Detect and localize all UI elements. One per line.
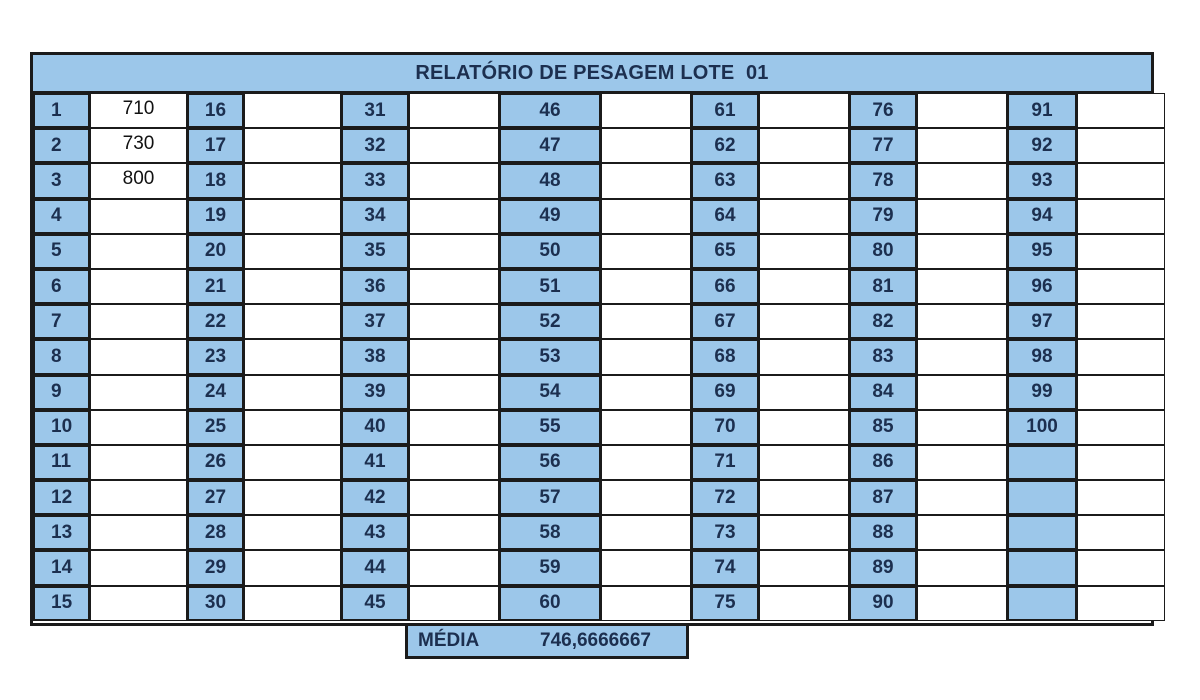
item-number-cell: 44: [341, 550, 409, 585]
item-number-cell: 36: [341, 269, 409, 304]
item-number-cell: 91: [1007, 93, 1077, 128]
weight-value-cell[interactable]: [244, 375, 341, 410]
weight-value-cell[interactable]: [409, 410, 499, 445]
weight-value-cell[interactable]: [409, 269, 499, 304]
weight-value-cell[interactable]: [1077, 339, 1165, 374]
item-number-cell: 78: [849, 163, 917, 198]
item-number-cell: 98: [1007, 339, 1077, 374]
weight-value-cell[interactable]: [917, 339, 1007, 374]
weight-value-cell[interactable]: [90, 269, 187, 304]
weight-value-cell[interactable]: [759, 550, 849, 585]
weight-value-cell[interactable]: [759, 199, 849, 234]
item-number-cell: 88: [849, 515, 917, 550]
item-number-cell: 74: [691, 550, 759, 585]
weight-value-cell[interactable]: [1077, 128, 1165, 163]
item-number-cell: 5: [33, 234, 90, 269]
item-number-cell: 96: [1007, 269, 1077, 304]
item-number-cell: 35: [341, 234, 409, 269]
weight-value-cell[interactable]: [90, 339, 187, 374]
item-number-cell: 9: [33, 375, 90, 410]
item-number-cell: 82: [849, 304, 917, 339]
weight-value-cell[interactable]: [1077, 269, 1165, 304]
item-number-cell: 18: [187, 163, 244, 198]
item-number-cell: 38: [341, 339, 409, 374]
weight-value-cell[interactable]: [244, 410, 341, 445]
weight-value-cell[interactable]: [409, 304, 499, 339]
weights-grid: [33, 93, 1151, 621]
weight-value-cell[interactable]: [601, 480, 691, 515]
item-number-cell: 1: [33, 93, 90, 128]
weight-value-cell[interactable]: [244, 304, 341, 339]
weight-value-cell[interactable]: [759, 93, 849, 128]
item-number-cell: 41: [341, 445, 409, 480]
weight-value-cell[interactable]: [409, 93, 499, 128]
item-number-cell: 72: [691, 480, 759, 515]
weight-value-cell[interactable]: [244, 339, 341, 374]
item-number-cell: 43: [341, 515, 409, 550]
item-number-cell: 15: [33, 586, 90, 621]
item-number-cell: 68: [691, 339, 759, 374]
weight-value-cell[interactable]: [1077, 375, 1165, 410]
item-number-cell: 71: [691, 445, 759, 480]
weight-value-cell[interactable]: [90, 199, 187, 234]
item-number-cell: 65: [691, 234, 759, 269]
weight-value-cell[interactable]: [409, 234, 499, 269]
item-number-cell: 85: [849, 410, 917, 445]
item-number-cell: 17: [187, 128, 244, 163]
weight-value-cell[interactable]: [1077, 163, 1165, 198]
weight-value-cell[interactable]: [759, 234, 849, 269]
item-number-cell: 31: [341, 93, 409, 128]
weight-value-cell[interactable]: [601, 445, 691, 480]
weight-value-cell[interactable]: [1077, 480, 1165, 515]
weight-value-cell[interactable]: [90, 480, 187, 515]
item-number-cell: 25: [187, 410, 244, 445]
item-number-cell: 79: [849, 199, 917, 234]
weight-value-cell[interactable]: [759, 515, 849, 550]
weight-value-cell[interactable]: [1077, 515, 1165, 550]
item-number-cell: 76: [849, 93, 917, 128]
weight-value-cell[interactable]: [917, 234, 1007, 269]
weight-value-cell[interactable]: [601, 375, 691, 410]
weight-value-cell[interactable]: [90, 586, 187, 621]
weight-value-cell[interactable]: [601, 269, 691, 304]
item-number-cell: 30: [187, 586, 244, 621]
item-number-cell: 23: [187, 339, 244, 374]
weight-value-cell[interactable]: [1077, 410, 1165, 445]
item-number-cell: 22: [187, 304, 244, 339]
weight-value-cell[interactable]: 730: [90, 128, 187, 163]
weight-value-cell[interactable]: [90, 515, 187, 550]
weight-value-cell[interactable]: [759, 375, 849, 410]
item-number-cell: 32: [341, 128, 409, 163]
weight-value-cell[interactable]: [409, 375, 499, 410]
item-number-cell: 94: [1007, 199, 1077, 234]
weight-value-cell[interactable]: [1077, 550, 1165, 585]
item-number-cell: 33: [341, 163, 409, 198]
item-number-cell: 51: [499, 269, 601, 304]
weight-value-cell[interactable]: [759, 586, 849, 621]
item-number-cell: 100: [1007, 410, 1077, 445]
weight-value-cell[interactable]: [601, 515, 691, 550]
weight-value-cell[interactable]: [917, 128, 1007, 163]
item-number-cell: 80: [849, 234, 917, 269]
item-number-cell: 73: [691, 515, 759, 550]
item-number-cell: 55: [499, 410, 601, 445]
weight-value-cell[interactable]: [244, 93, 341, 128]
weight-value-cell[interactable]: [601, 93, 691, 128]
item-number-cell: 93: [1007, 163, 1077, 198]
weight-value-cell[interactable]: [601, 128, 691, 163]
item-number-cell: 97: [1007, 304, 1077, 339]
weight-value-cell[interactable]: [244, 269, 341, 304]
weight-value-cell[interactable]: [759, 480, 849, 515]
weight-value-cell[interactable]: [601, 586, 691, 621]
item-number-cell: 6: [33, 269, 90, 304]
weight-value-cell[interactable]: [409, 550, 499, 585]
weight-value-cell[interactable]: [759, 445, 849, 480]
weight-value-cell[interactable]: [90, 304, 187, 339]
weight-value-cell[interactable]: [1077, 586, 1165, 621]
weight-value-cell[interactable]: [409, 480, 499, 515]
item-number-cell: 2: [33, 128, 90, 163]
average-value: 746,6666667: [540, 630, 651, 651]
item-number-cell: 49: [499, 199, 601, 234]
item-number-cell: 67: [691, 304, 759, 339]
weight-value-cell[interactable]: [759, 339, 849, 374]
weight-value-cell[interactable]: [917, 269, 1007, 304]
weight-value-cell[interactable]: [409, 163, 499, 198]
item-number-cell: 62: [691, 128, 759, 163]
weight-value-cell[interactable]: [917, 445, 1007, 480]
weight-value-cell[interactable]: [244, 445, 341, 480]
item-number-cell: [1007, 480, 1077, 515]
item-number-cell: 11: [33, 445, 90, 480]
weight-value-cell[interactable]: [601, 550, 691, 585]
weight-value-cell[interactable]: [1077, 304, 1165, 339]
weight-value-cell[interactable]: [917, 480, 1007, 515]
item-number-cell: 87: [849, 480, 917, 515]
item-number-cell: 27: [187, 480, 244, 515]
item-number-cell: 95: [1007, 234, 1077, 269]
weight-value-cell[interactable]: [244, 199, 341, 234]
item-number-cell: 4: [33, 199, 90, 234]
weight-value-cell[interactable]: [601, 410, 691, 445]
weight-value-cell[interactable]: [759, 163, 849, 198]
item-number-cell: 63: [691, 163, 759, 198]
weight-value-cell[interactable]: [759, 269, 849, 304]
weight-value-cell[interactable]: [244, 515, 341, 550]
weight-value-cell[interactable]: [409, 128, 499, 163]
item-number-cell: 92: [1007, 128, 1077, 163]
item-number-cell: [1007, 445, 1077, 480]
item-number-cell: 50: [499, 234, 601, 269]
weight-value-cell[interactable]: [244, 586, 341, 621]
weight-value-cell[interactable]: [244, 550, 341, 585]
item-number-cell: 20: [187, 234, 244, 269]
weight-value-cell[interactable]: [409, 445, 499, 480]
item-number-cell: 8: [33, 339, 90, 374]
weight-value-cell[interactable]: [917, 375, 1007, 410]
item-number-cell: [1007, 515, 1077, 550]
item-number-cell: 39: [341, 375, 409, 410]
item-number-cell: 66: [691, 269, 759, 304]
item-number-cell: 47: [499, 128, 601, 163]
item-number-cell: [1007, 586, 1077, 621]
item-number-cell: 57: [499, 480, 601, 515]
item-number-cell: 86: [849, 445, 917, 480]
item-number-cell: 16: [187, 93, 244, 128]
average-label: MÉDIA: [418, 630, 480, 651]
weight-value-cell[interactable]: [90, 410, 187, 445]
weight-value-cell[interactable]: [90, 234, 187, 269]
weight-value-cell[interactable]: [1077, 93, 1165, 128]
item-number-cell: 69: [691, 375, 759, 410]
weight-value-cell[interactable]: [244, 480, 341, 515]
item-number-cell: 7: [33, 304, 90, 339]
item-number-cell: 13: [33, 515, 90, 550]
weighing-report-table: [30, 52, 1154, 626]
weight-value-cell[interactable]: [917, 93, 1007, 128]
item-number-cell: 19: [187, 199, 244, 234]
weight-value-cell[interactable]: [244, 128, 341, 163]
item-number-cell: 83: [849, 339, 917, 374]
item-number-cell: 89: [849, 550, 917, 585]
item-number-cell: 24: [187, 375, 244, 410]
item-number-cell: 59: [499, 550, 601, 585]
item-number-cell: 45: [341, 586, 409, 621]
item-number-cell: 77: [849, 128, 917, 163]
weight-value-cell[interactable]: 800: [90, 163, 187, 198]
item-number-cell: 14: [33, 550, 90, 585]
weight-value-cell[interactable]: [917, 199, 1007, 234]
weight-value-cell[interactable]: [917, 550, 1007, 585]
item-number-cell: 26: [187, 445, 244, 480]
weight-value-cell[interactable]: [244, 234, 341, 269]
item-number-cell: 21: [187, 269, 244, 304]
item-number-cell: 56: [499, 445, 601, 480]
item-number-cell: 12: [33, 480, 90, 515]
weight-value-cell[interactable]: [601, 304, 691, 339]
report-title: RELATÓRIO DE PESAGEM LOTE 01: [33, 55, 1151, 93]
item-number-cell: 75: [691, 586, 759, 621]
item-number-cell: 29: [187, 550, 244, 585]
weight-value-cell[interactable]: [409, 586, 499, 621]
weight-value-cell[interactable]: [601, 163, 691, 198]
item-number-cell: 52: [499, 304, 601, 339]
weight-value-cell[interactable]: [1077, 445, 1165, 480]
item-number-cell: 70: [691, 410, 759, 445]
average-box: [405, 623, 689, 659]
weight-value-cell[interactable]: [917, 304, 1007, 339]
item-number-cell: 99: [1007, 375, 1077, 410]
item-number-cell: 42: [341, 480, 409, 515]
weight-value-cell[interactable]: [759, 410, 849, 445]
item-number-cell: 61: [691, 93, 759, 128]
weight-value-cell[interactable]: [917, 586, 1007, 621]
item-number-cell: 54: [499, 375, 601, 410]
item-number-cell: [1007, 550, 1077, 585]
weight-value-cell[interactable]: [601, 234, 691, 269]
item-number-cell: 64: [691, 199, 759, 234]
weight-value-cell[interactable]: [409, 339, 499, 374]
weight-value-cell[interactable]: [90, 445, 187, 480]
weight-value-cell[interactable]: [601, 339, 691, 374]
item-number-cell: 10: [33, 410, 90, 445]
item-number-cell: 28: [187, 515, 244, 550]
item-number-cell: 81: [849, 269, 917, 304]
item-number-cell: 34: [341, 199, 409, 234]
item-number-cell: 60: [499, 586, 601, 621]
weight-value-cell[interactable]: 710: [90, 93, 187, 128]
item-number-cell: 3: [33, 163, 90, 198]
weight-value-cell[interactable]: [759, 304, 849, 339]
weight-value-cell[interactable]: [1077, 199, 1165, 234]
weight-value-cell[interactable]: [90, 550, 187, 585]
item-number-cell: 46: [499, 93, 601, 128]
weight-value-cell[interactable]: [409, 199, 499, 234]
weight-value-cell[interactable]: [917, 515, 1007, 550]
weight-value-cell[interactable]: [244, 163, 341, 198]
item-number-cell: 84: [849, 375, 917, 410]
item-number-cell: 48: [499, 163, 601, 198]
weight-value-cell[interactable]: [601, 199, 691, 234]
item-number-cell: 37: [341, 304, 409, 339]
item-number-cell: 40: [341, 410, 409, 445]
item-number-cell: 53: [499, 339, 601, 374]
item-number-cell: 58: [499, 515, 601, 550]
item-number-cell: 90: [849, 586, 917, 621]
weight-value-cell[interactable]: [759, 128, 849, 163]
weight-value-cell[interactable]: [409, 515, 499, 550]
weight-value-cell[interactable]: [917, 163, 1007, 198]
weight-value-cell[interactable]: [90, 375, 187, 410]
weight-value-cell[interactable]: [917, 410, 1007, 445]
weight-value-cell[interactable]: [1077, 234, 1165, 269]
